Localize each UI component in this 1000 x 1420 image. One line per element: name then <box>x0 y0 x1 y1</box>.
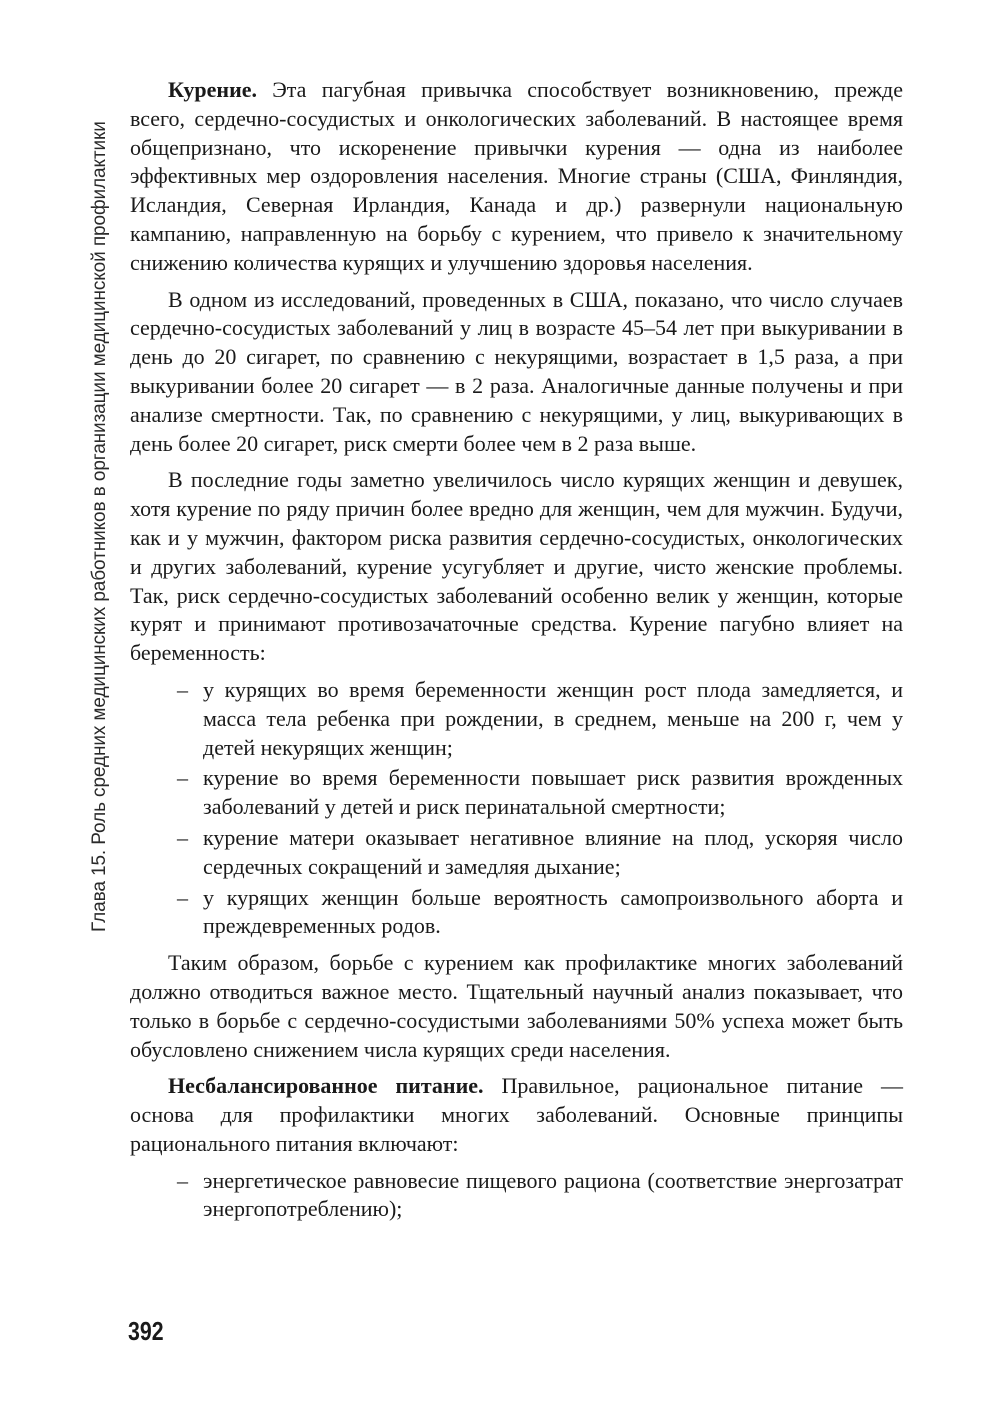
list-item-text: курение во время беременности повышает риск развития врожденных заболеваний у детей и риск перинатальной смертности; <box>203 765 903 820</box>
list-item-text: у курящих во время беременности женщин рост плода замедляется, и масса тела ребенка при рождении, в среднем, меньше на 200 г, чем у детей некурящих женщин; <box>203 676 903 760</box>
list-item <box>130 676 903 762</box>
paragraph-nutrition-intro <box>130 1072 903 1158</box>
list-item-text: энергетическое равновесие пищевого рациона (соответствие энергозатрат энергопотреблению); <box>203 1167 903 1222</box>
paragraph-smoking-intro-text: Эта пагубная привычка способствует возникновению, прежде всего, сердечно-сосудистых и онкологических заболеваний. В настоящее время общепризнано, что искоренение привычки курения — одна из наиболее эффективных мер оздоровления населения. Многие страны (США, Финляндия, Исландия, Северная Ирландия, Канада и др.) развернули национальную кампанию, направленную на борьбу с курением, что привело к значительному снижению количества курящих и улучшению здоровья населения. <box>130 77 903 275</box>
running-head: Глава 15. Роль средних медицинских работников в организации медицинской профилактики <box>89 121 110 932</box>
list-item <box>130 1167 903 1225</box>
dash-bullet: – <box>177 824 188 850</box>
section-heading-nutrition: Несбалансированное питание. <box>168 1073 484 1099</box>
list-item <box>130 824 903 882</box>
nutrition-principles-list <box>130 1167 903 1225</box>
pregnancy-effects-list <box>130 676 903 941</box>
list-item <box>130 884 903 942</box>
dash-bullet: – <box>177 765 188 791</box>
section-heading-smoking: Курение. <box>168 77 258 102</box>
paragraph-smoking-conclusion: Таким образом, борьбе с курением как профилактике многих заболеваний должно отводиться важное место. Тщательный научный анализ показывает, что только в борьбе с сердечно-сосудистыми заболеваниями 50% успеха может быть обусловлено снижением числа курящих среди населения. <box>130 950 903 1062</box>
paragraph-women-smoking: В последние годы заметно увеличилось число курящих женщин и девушек, хотя курение по ряду причин более вредно для женщин, чем для мужчин. Будучи, как и у мужчин, фактором риска развития сердечно-сосудистых, онкологических и других заболеваний, курение усугубляет и другие, чисто женские проблемы. Так, риск сердечно-сосудистых заболеваний особенно велик у женщин, которые курят и принимают противозачаточные средства. Курение пагубно влияет на беременность: <box>130 467 903 666</box>
list-item-text: курение матери оказывает негативное влияние на плод, ускоряя число сердечных сокращений и замедляя дыхание; <box>203 824 903 879</box>
page-number: 392 <box>128 1316 164 1346</box>
dash-bullet: – <box>177 676 188 702</box>
list-item <box>130 764 903 822</box>
list-item-text: у курящих женщин больше вероятность самопроизвольного аборта и преждевременных родов. <box>203 884 903 939</box>
dash-bullet: – <box>177 884 188 910</box>
text-column <box>130 76 903 1232</box>
paragraph-smoking-intro <box>130 76 903 278</box>
paragraph-usa-study: В одном из исследований, проведенных в США, показано, что число случаев сердечно-сосудистых заболеваний у лиц в возрасте 45–54 лет при выкуривании в день до 20 сигарет, по сравнению с некурящими, возрастает в 1,5 раза, а при выкуривании более 20 сигарет — в 2 раза. Аналогичные данные получены и при анализе смертности. Так, по сравнению с некурящими, у лиц, выкуривающих в день более 20 сигарет, риск смерти более чем в 2 раза выше. <box>130 286 903 456</box>
paragraph-nutrition-intro-text: Правильное, рациональное питание — основа для профилактики многих заболеваний. Основные принципы рационального питания включают: <box>130 1073 903 1156</box>
dash-bullet: – <box>177 1167 188 1193</box>
